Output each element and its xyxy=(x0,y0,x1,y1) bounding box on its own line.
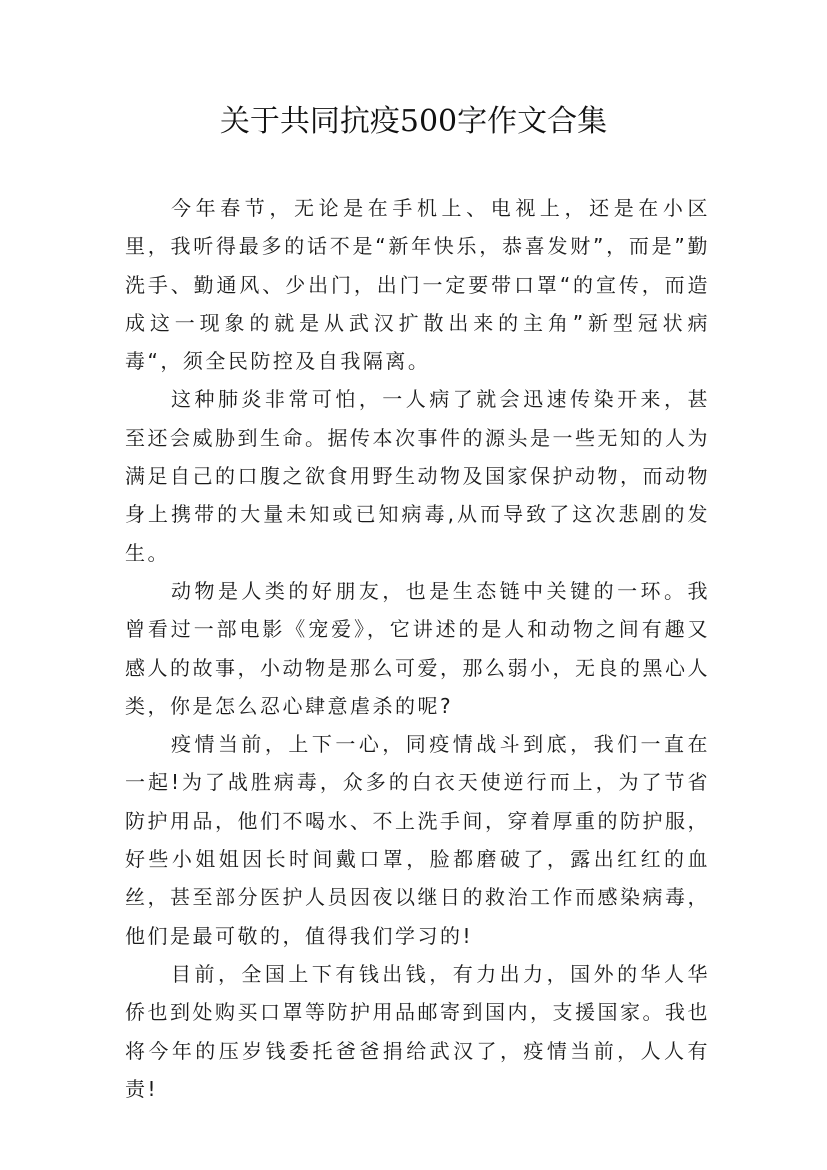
paragraph-4: 疫情当前，上下一心，同疫情战斗到底，我们一直在一起!为了战胜病毒，众多的白衣天使逆行而上，为了节省防护用品，他们不喝水、不上洗手间，穿着厚重的防护服，好些小姐姐因长时间戴口罩，脸都磨破了，露出红红的血丝，甚至部分医护人员因夜以继日的救治工作而感染病毒，他们是最可敬的，值得我们学习的! xyxy=(125,732,710,948)
paragraph-3: 动物是人类的好朋友，也是生态链中关键的一环。我曾看过一部电影《宠爱》，它讲述的是人和动物之间有趣又感人的故事，小动物是那么可爱，那么弱小，无良的黑心人类，你是怎么忍心肆意虐杀的呢? xyxy=(125,578,710,718)
paragraph-5: 目前，全国上下有钱出钱，有力出力，国外的华人华侨也到处购买口罩等防护用品邮寄到国内，支援国家。我也将今年的压岁钱委托爸爸捐给武汉了，疫情当前，人人有责! xyxy=(125,961,710,1101)
document-body xyxy=(125,189,710,1108)
paragraph-1: 今年春节，无论是在手机上、电视上，还是在小区里，我听得最多的话不是“新年快乐，恭喜发财”，而是”勤洗手、勤通风、少出门，出门一定要带口罩“的宣传，而造成这一现象的就是从武汉扩散出来的主角”新型冠状病毒“，须全民防控及自我隔离。 xyxy=(125,196,710,374)
document-title: 关于共同抗疫500字作文合集 xyxy=(219,104,608,139)
paragraph-2: 这种肺炎非常可怕，一人病了就会迅速传染开来，甚至还会威胁到生命。据传本次事件的源头是一些无知的人为满足自己的口腹之欲食用野生动物及国家保护动物，而动物身上携带的大量未知或已知病毒,从而导致了这次悲剧的发生。 xyxy=(125,387,710,565)
